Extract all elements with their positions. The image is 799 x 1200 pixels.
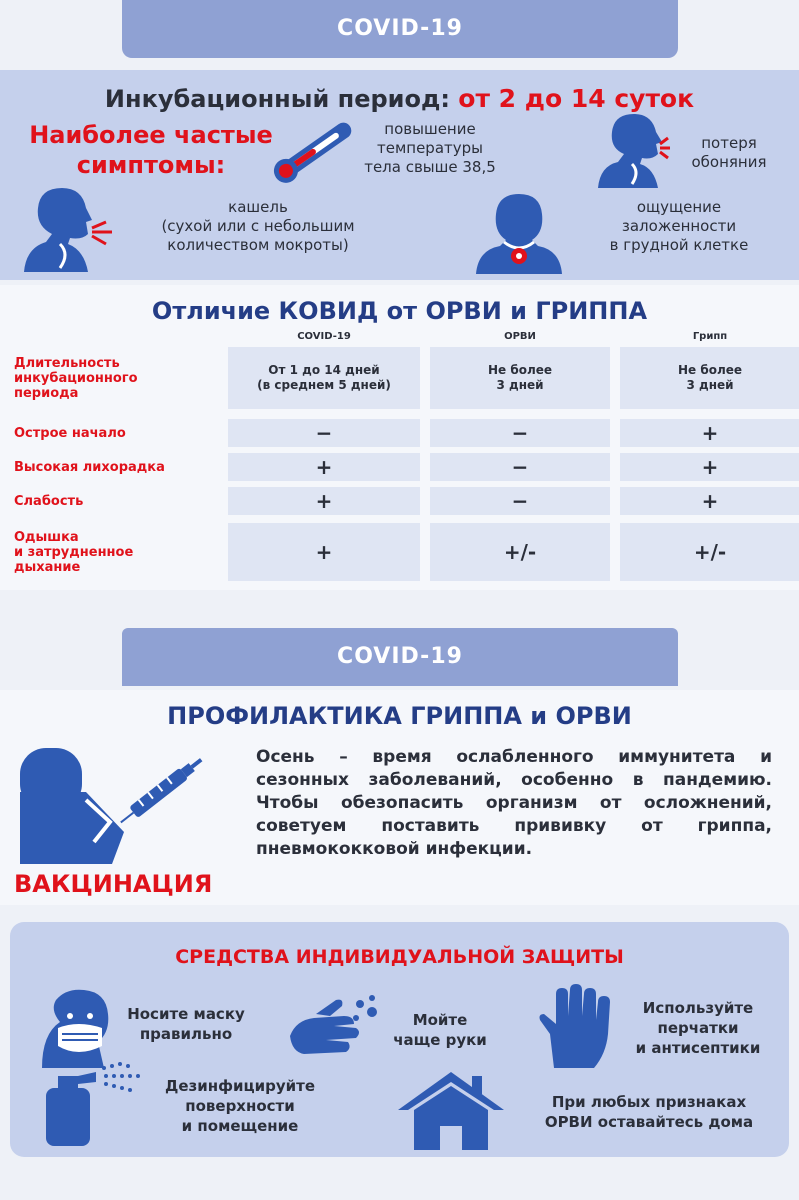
chest-text	[574, 198, 784, 255]
comparison-title: Отличие КОВИД от ОРВИ и ГРИППА	[151, 297, 648, 325]
table-cell: −	[430, 419, 610, 447]
symptoms-panel	[0, 70, 799, 280]
smell-text	[668, 134, 790, 172]
smell-line2: обоняния	[691, 153, 767, 171]
mask-icon	[32, 988, 124, 1068]
banner-covid-mid: COVID-19	[122, 628, 678, 686]
table-row-label	[14, 523, 214, 581]
col-head-covid: COVID-19	[297, 331, 351, 342]
table-cell: −	[430, 487, 610, 515]
glove-icon	[536, 984, 616, 1068]
profilaxis-title: ПРОФИЛАКТИКА ГРИППА и ОРВИ	[167, 702, 632, 730]
table-cell: −	[228, 419, 420, 447]
mask-text	[116, 1004, 256, 1044]
col-head-orvi: ОРВИ	[504, 331, 536, 342]
mask-line1: Носите маску	[127, 1005, 245, 1023]
table-cell: +	[228, 523, 420, 581]
disinfect-line3: и помещение	[181, 1117, 299, 1135]
table-cell	[430, 347, 610, 409]
gloves-text	[616, 998, 780, 1058]
table-cell: +/-	[620, 523, 799, 581]
cough-line1: кашель	[228, 198, 288, 216]
hand-wash-icon	[286, 992, 386, 1062]
home-line1: При любых признаках	[551, 1093, 747, 1111]
disinfect-line1: Дезинфицируйте	[164, 1077, 316, 1095]
row0-flu-line1: Не более	[677, 363, 743, 377]
table-row-label: Слабость	[14, 493, 84, 509]
table-cell: +	[620, 487, 799, 515]
col-head-flu: Грипп	[692, 331, 728, 342]
row0-label-line3: периода	[14, 385, 79, 401]
comparison-panel	[0, 285, 799, 590]
table-cell	[620, 347, 799, 409]
row0-covid-line1: От 1 до 14 дней	[268, 363, 380, 377]
disinfect-text	[150, 1076, 330, 1136]
row0-flu-line2: 3 дней	[686, 378, 734, 392]
protection-title: СРЕДСТВА ИНДИВИДУАЛЬНОЙ ЗАЩИТЫ	[175, 946, 624, 968]
head-smell-icon	[588, 108, 678, 188]
home-line2: ОРВИ оставайтесь дома	[544, 1113, 754, 1131]
mask-line2: правильно	[139, 1025, 233, 1043]
protection-panel	[10, 922, 789, 1157]
chest-line2: заложенности	[621, 217, 737, 235]
row4-label-line1: Одышка	[14, 529, 79, 545]
table-row-label: Высокая лихорадка	[14, 459, 165, 475]
chest-line1: ощущение	[636, 198, 722, 216]
banner-covid-top: COVID-19	[122, 0, 678, 58]
cough-text	[118, 198, 398, 255]
house-icon	[396, 1070, 506, 1150]
home-text	[516, 1092, 782, 1132]
row0-covid-line2: (в среднем 5 дней)	[257, 378, 391, 392]
gloves-line1: Используйте	[642, 999, 754, 1017]
row0-orvi-line1: Не более	[487, 363, 553, 377]
chest-icon	[476, 190, 562, 274]
table-cell	[228, 347, 420, 409]
fever-text	[340, 120, 520, 177]
spray-bottle-icon	[40, 1062, 144, 1146]
row4-label-line2: и затрудненное	[14, 544, 134, 560]
gloves-line3: и антисептики	[635, 1039, 761, 1057]
frequent-title-line2: симптомы:	[76, 151, 226, 179]
gloves-line2: перчатки	[657, 1019, 739, 1037]
fever-line1: повышение	[384, 120, 476, 138]
table-row-label	[14, 347, 214, 409]
cough-line3: количеством мокроты)	[167, 236, 349, 254]
incubation-value: от 2 до 14 суток	[458, 84, 695, 113]
table-cell: +	[228, 453, 420, 481]
hands-line1: Мойте	[412, 1011, 468, 1029]
profilaxis-text: Осень – время ослабленного иммунитета и сезонных заболеваний, особенно в пандемию. Чтобы обезопасить организм от осложнений, советуем поставить прививку от гриппа, пневмококковой инфекции.	[256, 747, 772, 859]
hands-line2: чаще руки	[393, 1031, 487, 1049]
table-cell: +/-	[430, 523, 610, 581]
cough-line2: (сухой или с небольшим	[161, 217, 355, 235]
table-cell: +	[620, 453, 799, 481]
table-cell: −	[430, 453, 610, 481]
table-cell: +	[228, 487, 420, 515]
frequent-title-line1: Наиболее частые	[29, 121, 273, 149]
table-row-label: Острое начало	[14, 425, 126, 441]
vaccination-icon	[14, 740, 214, 864]
table-cell: +	[620, 419, 799, 447]
fever-line3: тела свыше 38,5	[364, 158, 496, 176]
row0-label-line2: инкубационного	[14, 370, 138, 386]
row0-orvi-line2: 3 дней	[496, 378, 544, 392]
hands-text	[380, 1010, 500, 1050]
profilaxis-panel	[0, 690, 799, 905]
chest-line3: в грудной клетке	[609, 236, 749, 254]
smell-line1: потеря	[701, 134, 757, 152]
incubation-label: Инкубационный период:	[104, 85, 450, 113]
head-cough-icon	[20, 182, 126, 272]
frequent-symptoms-title	[26, 120, 276, 180]
row4-label-line3: дыхание	[14, 559, 81, 575]
fever-line2: температуры	[376, 139, 483, 157]
row0-label-line1: Длительность	[14, 355, 120, 371]
incubation-line	[0, 84, 799, 113]
disinfect-line2: поверхности	[185, 1097, 295, 1115]
vaccination-label: ВАКЦИНАЦИЯ	[14, 870, 213, 898]
